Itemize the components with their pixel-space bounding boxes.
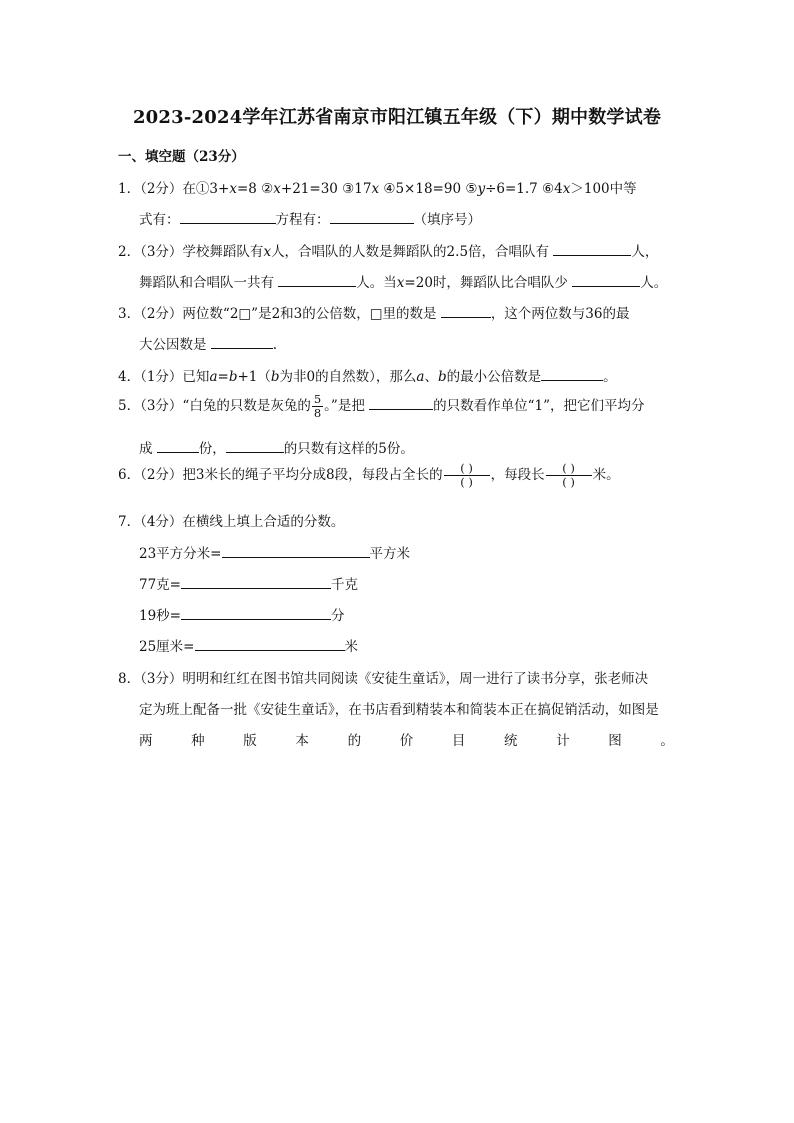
conversion-row: 23平方分米= 平方米 (139, 546, 410, 562)
answer-blank[interactable] (572, 273, 640, 287)
answer-blank[interactable] (369, 396, 433, 410)
conversion-row: 25厘米= 米 (139, 639, 358, 655)
question-2-line-2: 舞蹈队和合唱队一共有 人。当x=20时，舞蹈队比合唱队少 人。 (139, 275, 668, 291)
question-1-line-2: 式有： 方程有： （填序号） (139, 212, 481, 228)
page-title: 2023-2024学年江苏省南京市阳江镇五年级（下）期中数学试卷 (132, 107, 662, 128)
question-7: 7．（4分）在横线上填上合适的分数。 (118, 514, 345, 530)
question-8-line-2: 定为班上配备一批《安徒生童话》，在书店看到精装本和简装本正在搞促销活动，如图是 (139, 702, 659, 718)
answer-blank[interactable] (181, 606, 331, 620)
answer-blank[interactable] (195, 637, 345, 651)
conversion-row: 19秒= 分 (139, 608, 345, 624)
question-1-line-1: 1．（2分）在①3+x=8 ②x+21=30 ③17x ④5×18=90 ⑤y÷6=1.7 ⑥4x＞100中等 (118, 181, 637, 197)
fraction-blank[interactable]: $\frac{( )}{( )}$ (444, 462, 490, 489)
answer-blank[interactable] (157, 439, 199, 453)
answer-blank[interactable] (222, 544, 370, 558)
question-6: 6．（2分）把3米长的绳子平均分成8段，每段占全长的 $\frac{( )}{( )}$ ，每段长 $\frac{( )}{( )}$ 米。 (118, 461, 620, 489)
answer-blank[interactable] (211, 335, 273, 349)
question-4: 4．（1分）已知a=b+1（b为非0的自然数），那么a、b的最小公倍数是 。 (118, 369, 617, 385)
answer-blank[interactable] (226, 439, 284, 453)
fraction-five-eighths: $\frac{5}{8}$ (313, 392, 322, 420)
answer-blank[interactable] (330, 210, 414, 224)
question-3-line-1: 3．（2分）两位数“2□”是2和3的公倍数，□里的数是 ，这个两位数与36的最 (118, 306, 630, 322)
conversion-row: 77克= 千克 (139, 577, 358, 593)
question-8-line-3: 两 种 版 本 的 价 目 统 计 图 。 (139, 733, 674, 749)
answer-blank[interactable] (441, 304, 491, 318)
question-5-line-1: 5．（3分）“白兔的只数是灰兔的 $\frac{5}{8}$ 。”是把 的只数看作单位“1”，把它们平均分 (118, 392, 645, 420)
fraction-blank[interactable]: $\frac{( )}{( )}$ (546, 462, 592, 489)
question-3-line-2: 大公因数是 . (139, 337, 278, 353)
answer-blank[interactable] (181, 575, 331, 589)
answer-blank[interactable] (553, 242, 631, 256)
question-8-line-1: 8．（3分）明明和红红在图书馆共同阅读《安徒生童话》，周一进行了读书分享，张老师决 (118, 671, 649, 687)
question-2-line-1: 2．（3分）学校舞蹈队有x人，合唱队的人数是舞蹈队的2.5倍，合唱队有 人， (118, 244, 659, 260)
section-heading: 一、填空题（23分） (118, 149, 245, 165)
question-5-line-2: 成 份， 的只数有这样的5份。 (139, 441, 414, 457)
answer-blank[interactable] (180, 210, 276, 224)
answer-blank[interactable] (541, 367, 603, 381)
answer-blank[interactable] (278, 273, 356, 287)
